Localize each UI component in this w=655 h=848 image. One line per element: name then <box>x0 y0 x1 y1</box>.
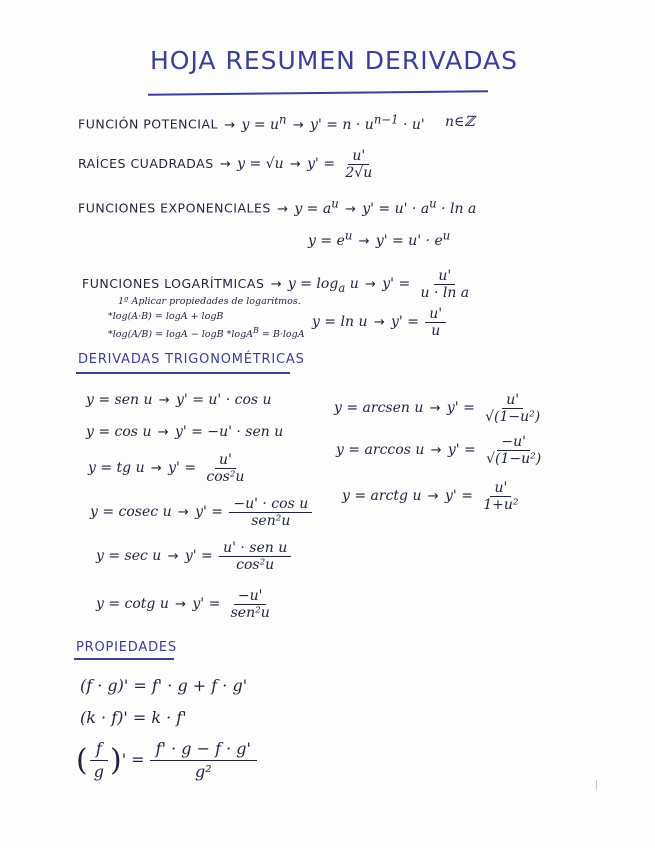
potencial-derivative: $y' = n \cdot u^{n-1} \cdot u'$ <box>310 112 425 133</box>
exponencial-e-derivative: $y' = u' \cdot e^u$ <box>375 228 451 249</box>
arrow-icon: → <box>175 597 187 612</box>
raices-derivative: y' = <box>307 156 336 172</box>
arrow-icon: → <box>224 117 236 133</box>
logaritmicas-label: FUNCIONES LOGARÍTMICAS <box>82 276 265 291</box>
logaritmicas-derivative: y' = <box>382 276 411 292</box>
cotg-fraction: $\frac{-u'}{\text{sen²u}}$ <box>230 588 270 621</box>
cosec-function: y = cosec u <box>90 504 172 520</box>
trig-arctg-row <box>342 480 525 513</box>
log-note-product: *log(A·B) = logA + logB <box>108 311 224 322</box>
arrow-icon: → <box>427 489 439 504</box>
log-note-quotient: *log(A/B) = logA − logB *logA$^B$ = B·logA <box>108 326 305 341</box>
sec-fraction: $\frac{\text{u' · sen u}}{\text{cos²u}}$ <box>219 540 291 573</box>
sec-function: y = sec u <box>96 548 162 564</box>
raices-function: y = √u <box>237 156 284 172</box>
ln-function: y = ln u <box>312 314 368 330</box>
arrow-icon: → <box>365 277 376 292</box>
trig-cos-row <box>86 424 283 440</box>
logaritmicas-function: $y = \log_a u$ <box>287 276 359 295</box>
raices-row <box>78 148 378 181</box>
tg-function: y = tg u <box>88 460 145 476</box>
arccos-derivative: y' = <box>447 442 476 458</box>
sen-derivative: y' = u' · cos u <box>176 392 272 408</box>
arcsen-fraction: $\frac{u'}{\text{√(1−u²)}}$ <box>485 392 541 425</box>
quotient-rhs-fraction: $\frac{f' \cdot g - f \cdot g'}{\text{g²}}$ <box>150 738 257 783</box>
arccos-fraction: $\frac{-u'}{\text{√(1−u²)}}$ <box>486 434 542 467</box>
potencial-label: FUNCIÓN POTENCIAL <box>78 116 218 132</box>
cos-function: y = cos u <box>86 424 152 440</box>
trig-section-underline <box>76 372 290 374</box>
sec-derivative: y' = <box>184 548 213 564</box>
tg-derivative: y' = <box>168 460 197 476</box>
ln-fraction: $\frac{u'}{u}$ <box>425 306 446 339</box>
exponencial-e-function: $y = e^u$ <box>308 228 353 249</box>
title-underline <box>148 90 488 96</box>
arrow-icon: → <box>277 201 289 217</box>
arrow-icon: → <box>429 401 441 416</box>
trig-section-title: DERIVADAS TRIGONOMÉTRICAS <box>78 352 305 367</box>
arrow-icon: → <box>289 157 301 172</box>
trig-cosec-row <box>90 496 314 529</box>
prop-quotient-rule: ( $\frac{f}{g}$ )' = $\frac{f' \cdot g - f \cdot g'}{\text{g²}}$ <box>76 738 257 783</box>
quotient-equals: ' = <box>121 750 145 769</box>
trig-sen-row <box>86 392 272 408</box>
arccos-function: y = arccos u <box>336 442 425 458</box>
cotg-function: y = cotg u <box>96 596 169 612</box>
arctg-derivative: y' = <box>444 488 473 504</box>
page-title: HOJA RESUMEN DERIVADAS <box>150 46 518 75</box>
tg-fraction: $\frac{u'}{\text{cos²u}}$ <box>206 452 245 485</box>
cosec-derivative: y' = <box>195 504 224 520</box>
potencial-condition: n∈ℤ <box>445 114 475 130</box>
arctg-fraction: $\frac{u'}{\text{1+u²}}$ <box>483 480 519 513</box>
page-mark <box>596 780 597 790</box>
exponenciales-function: $y = a^u$ <box>294 196 339 217</box>
arrow-icon: → <box>177 505 189 520</box>
trig-sec-row <box>96 540 293 573</box>
potencial-row <box>78 112 425 133</box>
raices-label: RAÍCES CUADRADAS <box>78 156 214 171</box>
arrow-icon: → <box>270 277 282 292</box>
sen-function: y = sen u <box>86 392 153 408</box>
quotient-lhs-fraction: $\frac{f}{g}$ <box>88 738 110 783</box>
arrow-icon: → <box>219 157 231 172</box>
arrow-icon: → <box>167 549 179 564</box>
arcsen-derivative: y' = <box>446 400 475 416</box>
arrow-icon: → <box>373 315 385 330</box>
trig-arcsen-row <box>334 392 546 425</box>
prop-constant-rule: (k · f)' = k · f' <box>80 708 187 727</box>
exponenciales-label: FUNCIONES EXPONENCIALES <box>78 200 271 216</box>
arrow-icon: → <box>157 425 169 440</box>
logaritmicas-fraction: $\frac{u'}{\text{u · ln a}}$ <box>420 268 470 301</box>
arrow-icon: → <box>158 393 170 408</box>
arrow-icon: → <box>430 443 442 458</box>
propiedades-section-title: PROPIEDADES <box>76 640 177 655</box>
arrow-icon: → <box>358 233 370 249</box>
arctg-function: y = arctg u <box>342 488 422 504</box>
exponenciales-derivative: $y' = u' \cdot a^u \cdot \ln a$ <box>362 196 477 217</box>
potencial-function: $y = u^n$ <box>241 112 287 133</box>
trig-arccos-row <box>336 434 547 467</box>
ln-row <box>312 306 448 339</box>
log-note-apply: 1º Aplicar propiedades de logaritmos. <box>118 296 301 307</box>
arcsen-function: y = arcsen u <box>334 400 424 416</box>
propiedades-underline <box>74 658 174 660</box>
arrow-icon: → <box>345 201 356 217</box>
raices-fraction: $\frac{u'}{2√u}$ <box>345 148 373 181</box>
arrow-icon: → <box>150 461 162 476</box>
cotg-derivative: y' = <box>192 596 221 612</box>
ln-derivative: y' = <box>391 314 419 330</box>
trig-tg-row <box>88 452 250 485</box>
cosec-fraction: $\frac{\text{−u' · cos u}}{\text{sen²u}}$ <box>229 496 312 529</box>
exponencial-e-row <box>308 228 450 249</box>
trig-cotg-row <box>96 588 276 621</box>
exponenciales-row <box>78 196 476 217</box>
prop-product-rule: (f · g)' = f' · g + f · g' <box>80 676 248 695</box>
cos-derivative: y' = −u' · sen u <box>174 424 284 440</box>
arrow-icon: → <box>292 117 304 133</box>
